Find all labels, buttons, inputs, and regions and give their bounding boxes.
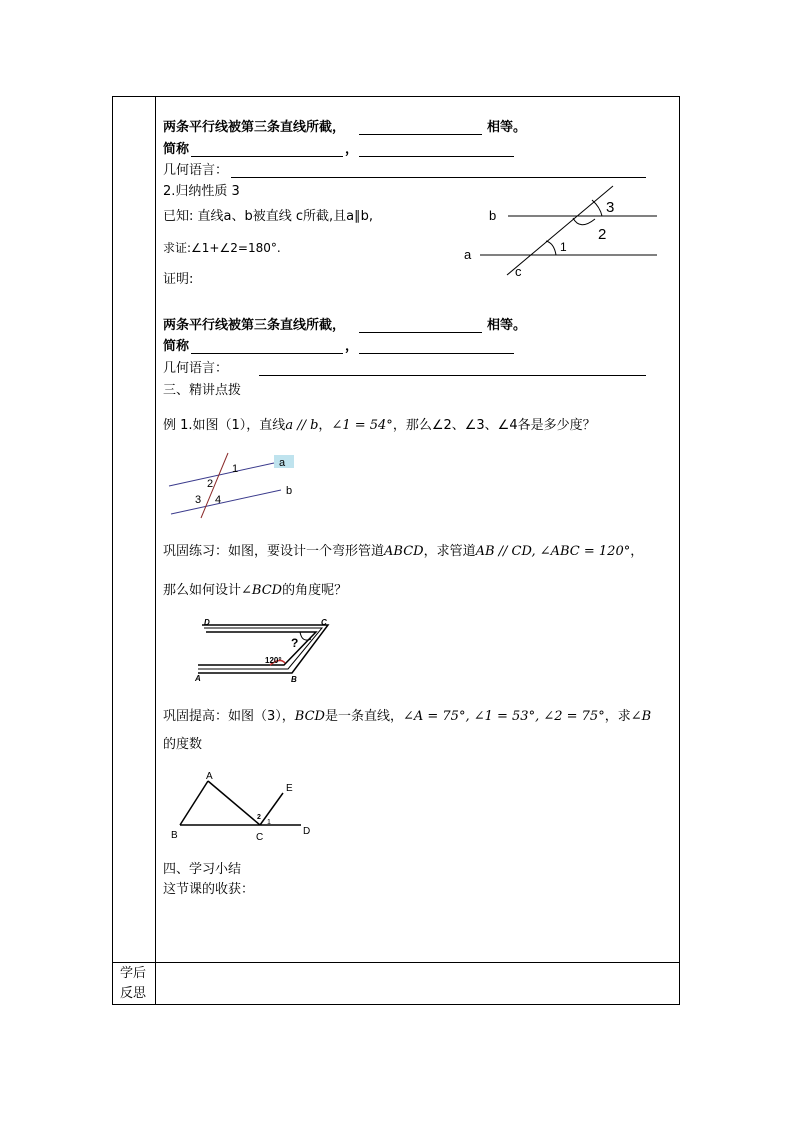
blank-b3[interactable] bbox=[359, 353, 514, 354]
comma-b: ， bbox=[345, 339, 359, 354]
angle-arc-1 bbox=[546, 241, 556, 255]
segment-AC bbox=[208, 781, 260, 825]
label-1: 1 bbox=[560, 240, 567, 254]
column-divider bbox=[155, 96, 156, 1005]
practice-line2: 那么如何设计∠BCD的角度呢？ bbox=[163, 583, 348, 598]
blank-a4[interactable] bbox=[231, 177, 646, 178]
property3-title: 2.归纳性质 3 bbox=[163, 184, 240, 199]
label-E: E bbox=[286, 783, 293, 794]
geo-label-a: 几何语言： bbox=[163, 163, 229, 178]
improve-line1: 巩固提高：如图（3），BCD是一条直线，∠A = 75°, ∠1 = 53°, ∠2 = 75°，求∠B bbox=[163, 709, 652, 724]
label-question: ? bbox=[291, 636, 299, 650]
pipe-mid bbox=[198, 628, 322, 669]
reflection-input-area[interactable] bbox=[157, 964, 678, 1003]
abbr-label-a: 简称 bbox=[163, 142, 190, 157]
proof-label: 证明: bbox=[163, 272, 194, 287]
math-parallel: a // b bbox=[285, 418, 319, 433]
summary-gain: 这节课的收获： bbox=[163, 882, 255, 897]
label-b: b bbox=[489, 208, 497, 223]
transversal bbox=[201, 453, 228, 518]
line-a bbox=[169, 463, 274, 486]
label-2: 2 bbox=[598, 226, 607, 243]
reflection-label-1: 学后 bbox=[120, 966, 147, 981]
blank-a1[interactable] bbox=[359, 134, 482, 135]
label-D: D bbox=[204, 618, 210, 627]
label-A: A bbox=[206, 771, 213, 782]
label-1: 1 bbox=[232, 463, 239, 475]
label-A: A bbox=[195, 674, 201, 683]
example1-figure bbox=[165, 452, 300, 524]
improve-line2: 的度数 bbox=[163, 737, 203, 752]
segment-AB bbox=[180, 781, 208, 825]
label-C: C bbox=[321, 618, 327, 627]
section3-heading: 三、精讲点拨 bbox=[163, 383, 242, 398]
label-4: 4 bbox=[215, 494, 222, 506]
blank-a2[interactable] bbox=[191, 156, 343, 157]
reflection-label-2: 反思 bbox=[120, 986, 147, 1001]
blank-b2[interactable] bbox=[191, 353, 343, 354]
blank-a3[interactable] bbox=[359, 156, 514, 157]
blank-b1[interactable] bbox=[359, 332, 482, 333]
property3-prove: 求证:∠1+∠2=180°. bbox=[163, 241, 281, 255]
label-2: 2 bbox=[257, 814, 261, 821]
label-a: a bbox=[464, 247, 472, 262]
statement-line-b: 两条平行线被第三条直线所截， bbox=[163, 318, 346, 333]
statement-suffix-a: 相等。 bbox=[487, 120, 527, 135]
math-angle1: ∠1 = 54° bbox=[331, 418, 393, 433]
parallel-lines-figure bbox=[460, 183, 670, 283]
example1-line: 例 1.如图（1），直线a // b，∠1 = 54°，那么∠2、∠3、∠4各是多少度？ bbox=[163, 418, 596, 433]
statement-suffix-b: 相等。 bbox=[487, 318, 527, 333]
label-2: 2 bbox=[207, 478, 214, 490]
label-B: B bbox=[171, 830, 178, 841]
angle-arc-2 bbox=[573, 218, 595, 225]
segment-CE bbox=[260, 793, 283, 825]
summary-heading: 四、学习小结 bbox=[163, 862, 242, 877]
label-C: C bbox=[256, 832, 264, 843]
label-1: 1 bbox=[267, 819, 271, 826]
row-divider bbox=[112, 962, 680, 963]
label-c: c bbox=[515, 264, 522, 279]
label-3: 3 bbox=[606, 199, 615, 216]
label-3: 3 bbox=[195, 494, 202, 506]
pipe-figure bbox=[190, 615, 340, 685]
line-b bbox=[171, 490, 281, 514]
property3-given: 已知: 直线a、b被直线 c所截,且a∥b, bbox=[163, 209, 373, 224]
label-b: b bbox=[286, 485, 293, 497]
label-a: a bbox=[279, 457, 286, 469]
label-D: D bbox=[303, 826, 311, 837]
triangle-figure bbox=[168, 767, 323, 845]
practice-line1: 巩固练习：如图，要设计一个弯形管道ABCD，求管道AB // CD, ∠ABC = 120°， bbox=[163, 544, 644, 559]
label-B: B bbox=[291, 675, 297, 684]
comma-a: ， bbox=[345, 142, 359, 157]
abbr-label-b: 简称 bbox=[163, 339, 190, 354]
geo-label-b: 几何语言： bbox=[163, 361, 229, 376]
blank-b4[interactable] bbox=[259, 375, 646, 376]
label-120: 120° bbox=[265, 656, 282, 665]
statement-line-a: 两条平行线被第三条直线所截， bbox=[163, 120, 346, 135]
